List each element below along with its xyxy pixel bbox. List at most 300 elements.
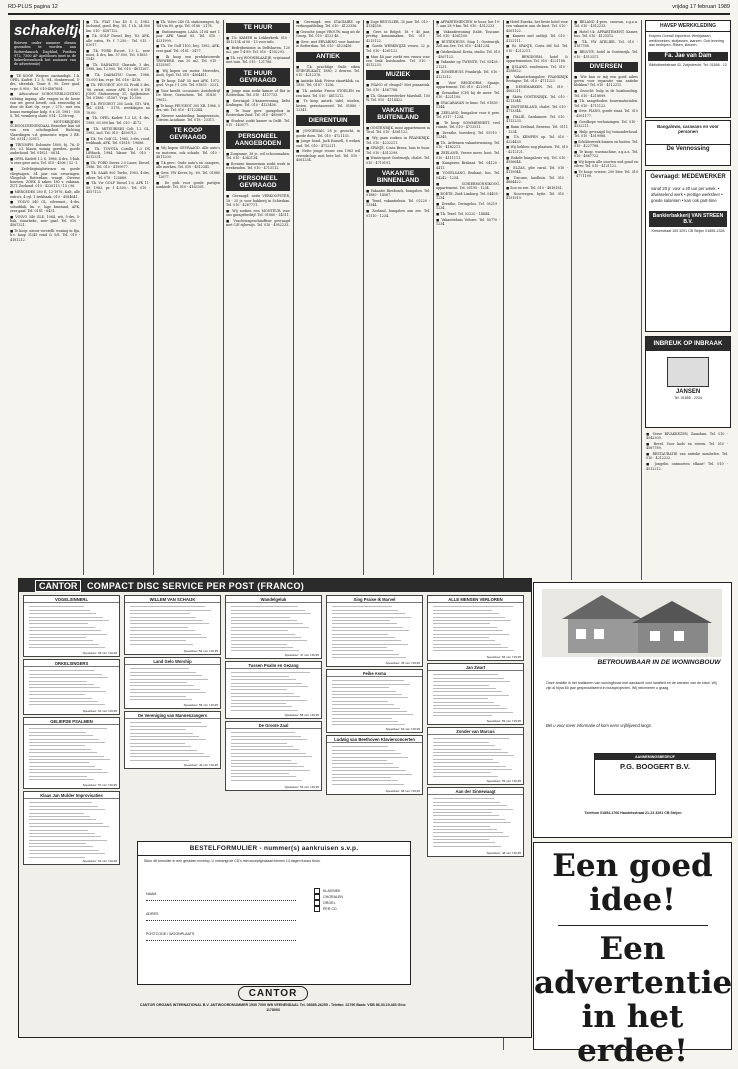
ad-text: ■ VOLVO 340 GL, zilvermet., 4-drs, schuifdak, lm. v., lage kmstand, APK, zeer gaaf. Tel. 0181 - 6431. bbox=[10, 200, 80, 213]
cd-tracklist bbox=[125, 665, 220, 701]
ad-text: ■ JONGEMAN, 28 jr. gezocht, in goede doen. Tel. 010 - 4721133. bbox=[296, 129, 360, 138]
ad-text: ■ T.k. DAIHATSU Cuore, 1986, 15.000 km, vr.pr. Tel. 016 - 4316. bbox=[86, 73, 150, 82]
track-line bbox=[29, 840, 107, 841]
ad-text: ■ Gevr. in België, 18 + 40 jaar, prettig kennismaken. Tel. 010 - 4213122. bbox=[366, 30, 430, 43]
ad-text: ■ Vrachtwagenchauffeur gevraagd met C/E rijbewijs. Tel. 010 - 4952233. bbox=[226, 218, 290, 228]
cd-item[interactable] bbox=[225, 595, 322, 659]
name-field[interactable]: NAAM bbox=[146, 892, 296, 901]
masthead-title: schakeltjes bbox=[14, 22, 95, 39]
track-line bbox=[332, 620, 390, 621]
option-checkbox[interactable] bbox=[314, 906, 404, 912]
cd-title: Ludwig van Beethoven Klavierconcerten bbox=[327, 736, 422, 743]
cd-item[interactable] bbox=[427, 595, 524, 661]
track-line bbox=[29, 826, 109, 827]
ad-text: ■ Te koop: vriezer, 200 liter. Tel. 010 - 4771199. bbox=[574, 170, 638, 179]
track-line bbox=[29, 769, 102, 770]
track-line bbox=[29, 752, 97, 753]
track-line bbox=[332, 757, 408, 758]
track-line bbox=[332, 760, 387, 761]
track-line bbox=[130, 623, 209, 624]
section-heading: VAKANTIE BUITENLAND bbox=[366, 105, 430, 123]
track-line bbox=[29, 623, 88, 624]
track-line bbox=[433, 691, 502, 692]
ad-text: ■ TRIUMPH. Dolomite 1800, bj. 76, 4-drs, o.l. blauw, weinig gereden, goede onderhoud. Tel. 01821 - 0614. bbox=[10, 142, 80, 156]
track-line bbox=[231, 746, 293, 747]
track-line bbox=[433, 812, 492, 813]
ad-text: ■ APPARTEMENTEN te huur, het 19-7, aan 28-9 km. Tel. 010 - 4512233. bbox=[436, 20, 500, 29]
cd-title: Land Gelo Worship bbox=[125, 658, 220, 665]
track-line bbox=[130, 699, 192, 700]
track-line bbox=[433, 839, 489, 840]
track-line bbox=[332, 714, 413, 715]
track-line bbox=[130, 620, 203, 621]
track-line bbox=[231, 650, 299, 651]
ad-text: ■ ELZAS, gîte rural. Tel. 010 - 4119944. bbox=[506, 165, 568, 174]
track-line bbox=[29, 728, 107, 729]
cd-price: Speelduur: 48 min f 29,95 bbox=[486, 851, 521, 855]
track-line bbox=[29, 819, 96, 820]
ad-text: ■ ITALIË, Gardameer. Tel. 010 - 4112233. bbox=[506, 115, 568, 124]
ad-text: ■ Jonge man zoekt kamer of flat in Rotterdam. Tel. 010 - 4157733. bbox=[226, 88, 290, 98]
track-line bbox=[130, 637, 207, 638]
ad-text: ■ IJSLAND, rondreizen. Tel. 010 - 4558822. bbox=[506, 64, 568, 73]
column-divider bbox=[433, 20, 434, 575]
track-line bbox=[433, 842, 495, 843]
ad-body: Bangalows, caravans en voor personen bbox=[657, 124, 719, 135]
ad-text: ■ Griekenland, Kreta, studio. Tel. 010 - 4567123. bbox=[436, 50, 500, 59]
ad-text: ■ Hotel t.k. APPARTEMENT, Kamer, bus. Tel. 010 - 4125512. bbox=[574, 30, 638, 39]
cd-item[interactable] bbox=[326, 595, 423, 667]
track-line bbox=[433, 802, 500, 803]
cd-item[interactable] bbox=[225, 721, 322, 791]
track-line bbox=[433, 705, 500, 706]
track-line bbox=[130, 610, 211, 611]
track-line bbox=[231, 780, 302, 781]
column-2 bbox=[86, 20, 150, 575]
column-3 bbox=[156, 20, 220, 575]
track-line bbox=[29, 694, 85, 695]
cd-item[interactable] bbox=[124, 711, 221, 769]
column-8 bbox=[506, 20, 568, 595]
track-line bbox=[130, 617, 196, 618]
ad-text: ■ T.k. PEUGEOT 309 GL Profil 3 drs. '86. zwart, nieuw APK 1-6-89. 6 DE JONG Stationsweg 31, Spijkenisse. Tel. 01880 - 31567. Vr.pr. 10.500. bbox=[86, 83, 150, 101]
track-line bbox=[130, 644, 193, 645]
ad-text: ■ Ri. SPANJE, Costa del Sol. Tel. 010 - 4212211. bbox=[506, 44, 568, 53]
ad-text: ■ T.k. aangeboden: bouwmaterialen. Tel. 010 - 4711122. bbox=[574, 99, 638, 108]
track-line bbox=[433, 772, 491, 773]
track-line bbox=[231, 776, 296, 777]
cd-item[interactable] bbox=[225, 661, 322, 719]
track-line bbox=[433, 644, 501, 645]
track-line bbox=[29, 739, 99, 740]
track-line bbox=[231, 706, 292, 707]
cd-title: VOGELSINNERL bbox=[24, 596, 119, 603]
cd-column bbox=[225, 595, 320, 863]
track-line bbox=[332, 680, 404, 681]
cd-column bbox=[427, 595, 522, 863]
ad-text: ■ Hotel Eureka, het beste hotel voor een vakantie aan de kust. Tel. 010 - 4561122. bbox=[506, 20, 568, 33]
track-line bbox=[130, 746, 191, 747]
cd-title: Tussen Psalm en Gezang bbox=[226, 662, 321, 669]
track-line bbox=[433, 762, 499, 763]
track-line bbox=[433, 798, 494, 799]
track-line bbox=[29, 698, 92, 699]
track-line bbox=[231, 732, 295, 733]
cd-item[interactable] bbox=[427, 787, 524, 857]
ad-text: ■ Zon en zee. Tel. 010 - 4818181. bbox=[506, 185, 563, 190]
ad-text: ■ Bevel. Voor kods en eieren. Tel. 010 - 4567789. bbox=[646, 442, 728, 451]
cd-item[interactable] bbox=[326, 735, 423, 795]
track-line bbox=[29, 681, 87, 682]
track-line bbox=[231, 736, 301, 737]
ad-text: ■ Gevraagd: een STAGIAIRE op verkoopafdeling. Tel. 010 - 4123356. bbox=[296, 20, 360, 29]
track-line bbox=[433, 766, 506, 767]
track-line bbox=[332, 637, 395, 638]
lock-icon bbox=[667, 357, 709, 387]
ad-text: ■ Vakantiewoning Italië, Toscane. Tel. 010 - 4561100. bbox=[436, 30, 500, 39]
track-line bbox=[29, 813, 84, 814]
big-ad-divider bbox=[558, 925, 708, 926]
cd-price: Speelduur: 52 min f 29,95 bbox=[284, 785, 319, 789]
ad-text: ■ TE KOOP. Wegens omstandigh. 1.b. OPEL Kadett 1.2 S, '84, donkerrood, 5-drs, sfeerdak, Touw 8, 90. Zeer gaaf, vr.pr. 8.950,-. Tel. 010-4567654. bbox=[10, 73, 80, 91]
cd-item[interactable] bbox=[23, 717, 120, 789]
track-line bbox=[231, 637, 301, 638]
track-line bbox=[332, 780, 398, 781]
section-heading: DIERENTUIN bbox=[296, 115, 360, 126]
ad-text: ■ Schilderwerk binnen en buiten. Tel. 010 - 4227788. bbox=[574, 139, 638, 149]
track-line bbox=[433, 805, 507, 806]
ad-company: JANSEN bbox=[675, 388, 701, 395]
ad-text: ■ DENEMARKEN. Tel. 010 - 4662211. bbox=[506, 84, 568, 94]
track-line bbox=[332, 767, 399, 768]
ad-text: ■ Vakantie Biesbosch, bungalow. Tel. 01880 - 14567. bbox=[366, 189, 430, 198]
track-line bbox=[231, 756, 312, 757]
ad-text: ■ T.k. OPEL Kadett 1.3 LS, 4 drs, 1985, 63.000 km. Tel. 010 - 4172. bbox=[86, 116, 150, 125]
track-line bbox=[332, 777, 391, 778]
ad-text: ■ Noorwegen, hytte. Tel. 010 - 4191919. bbox=[506, 191, 568, 200]
track-line bbox=[433, 826, 490, 827]
track-line bbox=[130, 668, 189, 669]
track-line bbox=[130, 726, 207, 727]
ad-text: ■ Stationswagen LADA 2104 met 1 jaar APK Vanaf 85. Tel. 010 - 4231999. bbox=[156, 30, 220, 43]
track-line bbox=[332, 606, 392, 607]
track-line bbox=[29, 640, 93, 641]
section-heading: TE HUUR GEVRAAGD bbox=[226, 68, 290, 86]
track-line bbox=[231, 676, 289, 677]
cd-item[interactable] bbox=[23, 595, 120, 657]
ad-text: ■ Zeilvliegtuigbetrouw en goede vliegtuigen, 34 jaar van ervaringen. Vliegclub Rotterdam vraagt. Diverse bouwen. ZOEK 4 zaken 180 v. vakman. ZUT. Zoekend. 010 - 4220113 / 15 / 96. bbox=[10, 167, 80, 189]
ad-text: ■ ZOMERHUIS Frankrijk. Tel. 010 - 4121312. bbox=[436, 70, 500, 79]
track-line bbox=[29, 857, 85, 858]
track-line bbox=[433, 715, 492, 716]
cantor-footer-logo: CANTOR bbox=[238, 986, 309, 1001]
cd-price: Speelduur: 56 min f 29,95 bbox=[486, 655, 521, 659]
ad-text: ■ OOSTENRIJK, mooi appartement in Tirol. Tel. 010 - 4561122. bbox=[366, 126, 430, 135]
track-line bbox=[130, 729, 186, 730]
ad-text: ■ SCHIERMONNIKOOG, appartement. Tel. 05195 - 1234. bbox=[436, 181, 500, 190]
track-line bbox=[332, 644, 408, 645]
track-line bbox=[130, 679, 208, 680]
ad-text: ■ Zoge REGULIER, 35 jaar. Tel. 010 - 4134556. bbox=[366, 20, 430, 29]
track-line bbox=[231, 773, 289, 774]
ad-text: ■ MOTORRIJDEN SCHOOLVEENENDAAL Bezoeker kan uit van een scholingsbod. Richting Vlaardingen v.d. gemeente tegen 3 BE. Tel. 0314 / 32011. bbox=[10, 119, 80, 141]
track-line bbox=[332, 650, 393, 651]
track-line bbox=[332, 763, 393, 764]
ad-text: ■ T.h. KEMPEN op. Tel. 010 - 4224433. bbox=[506, 135, 568, 144]
column-9 bbox=[574, 20, 638, 580]
column-divider bbox=[153, 20, 154, 575]
ad-text: ■ ZWITSERLAND, chalet. Tel. 010 - 4713344. bbox=[506, 105, 568, 114]
track-line bbox=[231, 627, 309, 628]
order-form-title: BESTELFORMULIER - nummer(s) aankruisen s.v.p. bbox=[138, 842, 410, 856]
ad-text: ■ T.k. FORD Sierra 2.0 Laser, Diesel, 1986. Tel. 010 - 4199977. bbox=[86, 161, 150, 170]
cd-tracklist bbox=[125, 603, 220, 646]
ad-text: ■ Te koop: DAF 55 met APK, 1972, geel. Vr.pr. f 1.200. Tel. 01855 - 3231. bbox=[156, 79, 220, 88]
ad-text: ■ Jongelui ontmoeten elkaar! Tel. 010 - 4512212. bbox=[646, 462, 728, 471]
ad-text: ■ Wij hebben nog plaatsen. Tel. 010 - 4212121. bbox=[506, 145, 568, 154]
track-line bbox=[433, 836, 509, 837]
track-line bbox=[433, 688, 496, 689]
track-line bbox=[332, 746, 388, 747]
ad-text: ■ T.k. TOYOTA Corolla 1.3 DX Liftback, 1984, blauw. Tel. 010 - 4212331. bbox=[86, 146, 150, 160]
cd-item[interactable] bbox=[427, 727, 524, 785]
ad-text: ■ T.k. MITSUBISHI Colt 1.2 GL, 1983, incl. Tel. 010 - 4556712. bbox=[86, 126, 150, 135]
ad-text: ■ Ervaren timmerman zoekt werk in weekenden. Tel. 010 - 4713112. bbox=[226, 161, 290, 171]
track-line bbox=[29, 830, 88, 831]
track-line bbox=[29, 749, 91, 750]
column-1 bbox=[10, 20, 95, 575]
ad-text: ■ Voor kwalit. occasions: Autobedrijf De Meer, Gorinchem. Tel. 01830 - 19612. bbox=[156, 89, 220, 102]
cd-tracklist bbox=[24, 799, 119, 859]
column-6 bbox=[366, 20, 430, 575]
track-line bbox=[29, 606, 84, 607]
cantor-header bbox=[19, 579, 531, 592]
cd-column bbox=[326, 595, 421, 863]
ad-text: ■ T.k. FORD Escort, 1.3 L., zeer mooi, 4 drs, km. 57.000, Tel. 01855 - 1543. bbox=[86, 48, 150, 62]
track-line bbox=[130, 630, 195, 631]
track-line bbox=[433, 630, 503, 631]
cd-item[interactable] bbox=[23, 659, 120, 715]
track-line bbox=[433, 695, 509, 696]
ad-text: ■ BELAND 4-pers. caravan, z.g.a.n. Tel. 010 - 4512233. bbox=[574, 20, 638, 29]
track-line bbox=[332, 684, 410, 685]
cd-item[interactable] bbox=[124, 657, 221, 709]
cd-tracklist bbox=[226, 729, 321, 782]
track-line bbox=[130, 685, 194, 686]
column-divider bbox=[223, 20, 224, 575]
track-line bbox=[29, 759, 110, 760]
ad-text: ■ Gezocht: jonge VROUW, mag uit de Groep, Tel. 010 - 4123 48. bbox=[296, 30, 360, 39]
page-label: RD-PLUS pagina 12 bbox=[8, 4, 58, 10]
track-line bbox=[433, 650, 514, 651]
cd-title: Jan Zwart bbox=[428, 664, 523, 671]
track-line bbox=[29, 772, 108, 773]
track-line bbox=[231, 613, 311, 614]
track-line bbox=[433, 809, 513, 810]
track-line bbox=[332, 613, 405, 614]
track-line bbox=[231, 766, 304, 767]
track-line bbox=[332, 687, 389, 688]
ad-text: ■ T.k. Vw Golf 1100, bwj. 1982, APK, zeer gaaf. Tel. 0181 - 3477. bbox=[156, 44, 220, 53]
cd-title: Zonder van Marcus bbox=[428, 728, 523, 735]
track-line bbox=[231, 710, 298, 711]
cd-tracklist bbox=[428, 671, 523, 717]
track-line bbox=[29, 617, 103, 618]
cd-title: ALLE MENSEN VERLOREN bbox=[428, 596, 523, 603]
ad-inbraak bbox=[645, 336, 731, 428]
ad-text: ■ T.k. Vw Golf CL. 1985, 3-drs, rood, trekhaak, APK, Tel. 01818 - 19686. bbox=[86, 136, 150, 145]
track-line bbox=[231, 700, 307, 701]
ad-title: HAVEP WERKKLEDING bbox=[646, 21, 730, 32]
cd-item[interactable] bbox=[326, 669, 423, 733]
track-line bbox=[29, 732, 86, 733]
track-line bbox=[29, 630, 101, 631]
ad-title: Gevraagd: MEDEWERKER bbox=[650, 174, 726, 180]
track-line bbox=[29, 833, 95, 834]
track-line bbox=[332, 627, 403, 628]
track-line bbox=[29, 756, 104, 757]
ad-text: ■ SPANJE, Costa Brava, huis te huur. Tel. 010 - 4512299. bbox=[366, 146, 430, 155]
column-4 bbox=[226, 20, 290, 575]
track-line bbox=[29, 836, 101, 837]
ad-text: ■ ZEELAND, Veerse meer, boot. Tel. 010 - 4111111. bbox=[436, 151, 500, 160]
track-line bbox=[29, 779, 94, 780]
track-line bbox=[231, 693, 294, 694]
track-line bbox=[130, 736, 199, 737]
ad-text: ■ PIANO of vleugel? Met pinanstuk. Tel. 010 - 4567788. bbox=[366, 83, 430, 92]
track-line bbox=[231, 770, 310, 771]
ad-text: ■ Gevr. PIANO, goede staat. Tel. 010 - 4561177. bbox=[574, 109, 638, 118]
track-line bbox=[433, 776, 498, 777]
track-line bbox=[130, 756, 210, 757]
ad-text: ■ T.k. prachtige Oude eiken SPIEGELKAST, 1880, 2 deuren. Tel. 010 - 4212376. bbox=[296, 64, 360, 78]
track-line bbox=[29, 802, 92, 803]
track-line bbox=[231, 672, 310, 673]
city-field[interactable]: POSTCODE / WOONPLAATS bbox=[146, 932, 296, 941]
track-line bbox=[29, 843, 86, 844]
ad-text: ■ BUITENHUIS. Stap 1: Oostenrijk, Zell am See. Tel. 010 - 4341234. bbox=[436, 40, 500, 49]
ad-text: ■ T.k. Gitaarversterker Marshall, 100 W. Tel. 010 - 4114422. bbox=[366, 93, 430, 102]
column-divider bbox=[571, 20, 572, 580]
track-line bbox=[433, 822, 511, 823]
ad-medewerker bbox=[645, 170, 731, 332]
ad-text: ■ Te koop: nieuw verstelb. woning in fijn, b.v. koop 31/45 rond & 5/8. Tel. 010 - 4181212. bbox=[10, 229, 80, 242]
track-line bbox=[332, 694, 402, 695]
ad-text: ■ T.h. Ardennen vakantiewoning. Tel. 010 - 4182211. bbox=[436, 141, 500, 150]
cd-item[interactable] bbox=[124, 595, 221, 655]
track-line bbox=[231, 617, 290, 618]
cd-column bbox=[124, 595, 219, 863]
cd-tracklist bbox=[327, 743, 422, 786]
track-line bbox=[130, 640, 186, 641]
ad-text: ■ Wie kan er mij een goed adres geven voor reparatie van antieke klokken? Tel. 010 - 4112211. bbox=[574, 74, 638, 88]
cd-tracklist bbox=[125, 719, 220, 762]
cd-title: Aan der Sinnewaagt bbox=[428, 788, 523, 795]
track-line bbox=[433, 755, 514, 756]
ad-text: ■ Verse BIVAKKEZEN, Zaandam. Tel. 010 - 4542300. bbox=[646, 432, 728, 441]
ad-text: ■ BELVUE, hotel in Oostenrijk. Tel. 010 - 4513311. bbox=[574, 50, 638, 59]
ad-text: ■ Vakantie op TWENTE. Tel. 05438 - 21231. bbox=[436, 60, 500, 69]
ad-text: ■ Wij kopen GEVRAAGD. Alle auto's en motoren, ook schade. Tel. 010 - 4811200. bbox=[156, 146, 220, 159]
track-line bbox=[130, 722, 201, 723]
address-field[interactable]: ADRES bbox=[146, 912, 296, 921]
track-line bbox=[332, 657, 406, 658]
track-line bbox=[29, 610, 90, 611]
ad-body: Onze ambitie is het realiseren van woningbouw met aandacht voor kwaliteit en de wensen van de klant. Wij zijn al bijna 60 jaar gespecialiseerd in bouwprojecten. Wij informeren u graag. bbox=[546, 681, 717, 690]
masthead-subtitle: Brieven onder nummer dienen gezonden te worden aan Rotterdamsch Dagblad, Postbus 972, 7300 AP Apeldoorn (met in de linkerbovenhoek het nummer van de advertentie) bbox=[14, 41, 76, 67]
ad-text: ■ Jonge hond, Jack Russell, 8 weken oud. Tel. 010 - 4712211. bbox=[296, 139, 360, 148]
ad-text: ■ Man 48 jaar zoekt een vrouw voor een leuk huishouden. Tel. 010 - 4512233. bbox=[366, 54, 430, 68]
ad-text: ■ Te koop: wasmachine, z.g.a.n. Tel. 010 - 4667722. bbox=[574, 149, 638, 159]
track-line bbox=[433, 698, 488, 699]
track-line bbox=[231, 739, 307, 740]
cd-grid bbox=[23, 595, 527, 865]
track-line bbox=[433, 759, 493, 760]
track-line bbox=[231, 703, 286, 704]
ad-text: ■ Grenadine (CH) bij de meer. Tel. 010 - 4221100. bbox=[436, 90, 500, 99]
track-line bbox=[29, 816, 90, 817]
track-line bbox=[29, 687, 100, 688]
track-line bbox=[29, 674, 102, 675]
cd-title: De Vereniging van Mannenzangers bbox=[125, 712, 220, 719]
track-line bbox=[29, 647, 105, 648]
track-line bbox=[231, 610, 305, 611]
cd-price: Speelduur: 62 min f 29,95 bbox=[82, 859, 117, 863]
logo-text: P.G. BOOGERT B.V. bbox=[619, 762, 691, 771]
track-line bbox=[130, 634, 201, 635]
ad-text: ■ T.k. antieke Friese STOELEN en een kast. Tel. 010 - 4811212. bbox=[296, 89, 360, 98]
ad-bungalows bbox=[645, 120, 731, 166]
track-line bbox=[130, 696, 186, 697]
ad-body: vanaf 20 jr. voor ± 40 uur per week. • afwisselend werk • prettige werksfeer • goede salarisen • kan ook part-time bbox=[651, 186, 723, 203]
track-line bbox=[29, 846, 93, 847]
cd-title: Klaas Jan Mulder Improvisaties bbox=[24, 792, 119, 799]
section-heading: ANTIEK bbox=[296, 52, 360, 62]
ad-text: ■ Nieuwe aanbieding: kampeerauto, Citroen Acadiane. Tel. 018 - 23311. bbox=[156, 113, 220, 122]
cd-tracklist bbox=[428, 603, 523, 652]
cd-title: De Groote Zaal bbox=[226, 722, 321, 729]
column-divider bbox=[293, 20, 294, 575]
track-line bbox=[29, 776, 87, 777]
track-line bbox=[433, 681, 510, 682]
ad-text: ■ T.k. GOLF Diesel, Bwj. '83, APK, alle extra, Pr. f 7.250,-. Tel. 015 - 62017. bbox=[86, 34, 150, 47]
track-line bbox=[130, 613, 190, 614]
track-line bbox=[433, 678, 504, 679]
cd-price: Speelduur: 47 min f 29,95 bbox=[284, 653, 319, 657]
track-line bbox=[332, 753, 401, 754]
track-line bbox=[332, 617, 411, 618]
track-line bbox=[231, 644, 287, 645]
track-line bbox=[130, 672, 196, 673]
cd-tracklist bbox=[226, 669, 321, 712]
date-label: vrijdag 17 februari 1989 bbox=[672, 4, 730, 10]
ad-text: ■ Gevr. VW Kever, bj. '69. Tel. 01880 - 12677. bbox=[156, 170, 220, 180]
cantor-title: COMPACT DISC SERVICE PER POST (FRANCO) bbox=[87, 581, 305, 591]
cd-item[interactable] bbox=[23, 791, 120, 865]
track-line bbox=[29, 704, 105, 705]
cd-price: Speelduur: 58 min f 29,95 bbox=[284, 713, 319, 717]
ad-text: ■ Te koop PEUGEOT 205 XR, 1986, 5 drs, wit. Tel. 010 - 4712344. bbox=[156, 103, 220, 112]
track-line bbox=[332, 718, 392, 719]
ad-text: ■ STACARAVAN te huur. Tel. 01855 - 1344. bbox=[436, 100, 500, 110]
column-divider bbox=[641, 20, 642, 580]
track-line bbox=[29, 735, 93, 736]
cd-item[interactable] bbox=[427, 663, 524, 725]
column-5 bbox=[296, 20, 360, 575]
big-ad-line: advertentie bbox=[534, 965, 733, 1001]
track-line bbox=[130, 739, 206, 740]
track-line bbox=[29, 809, 105, 810]
